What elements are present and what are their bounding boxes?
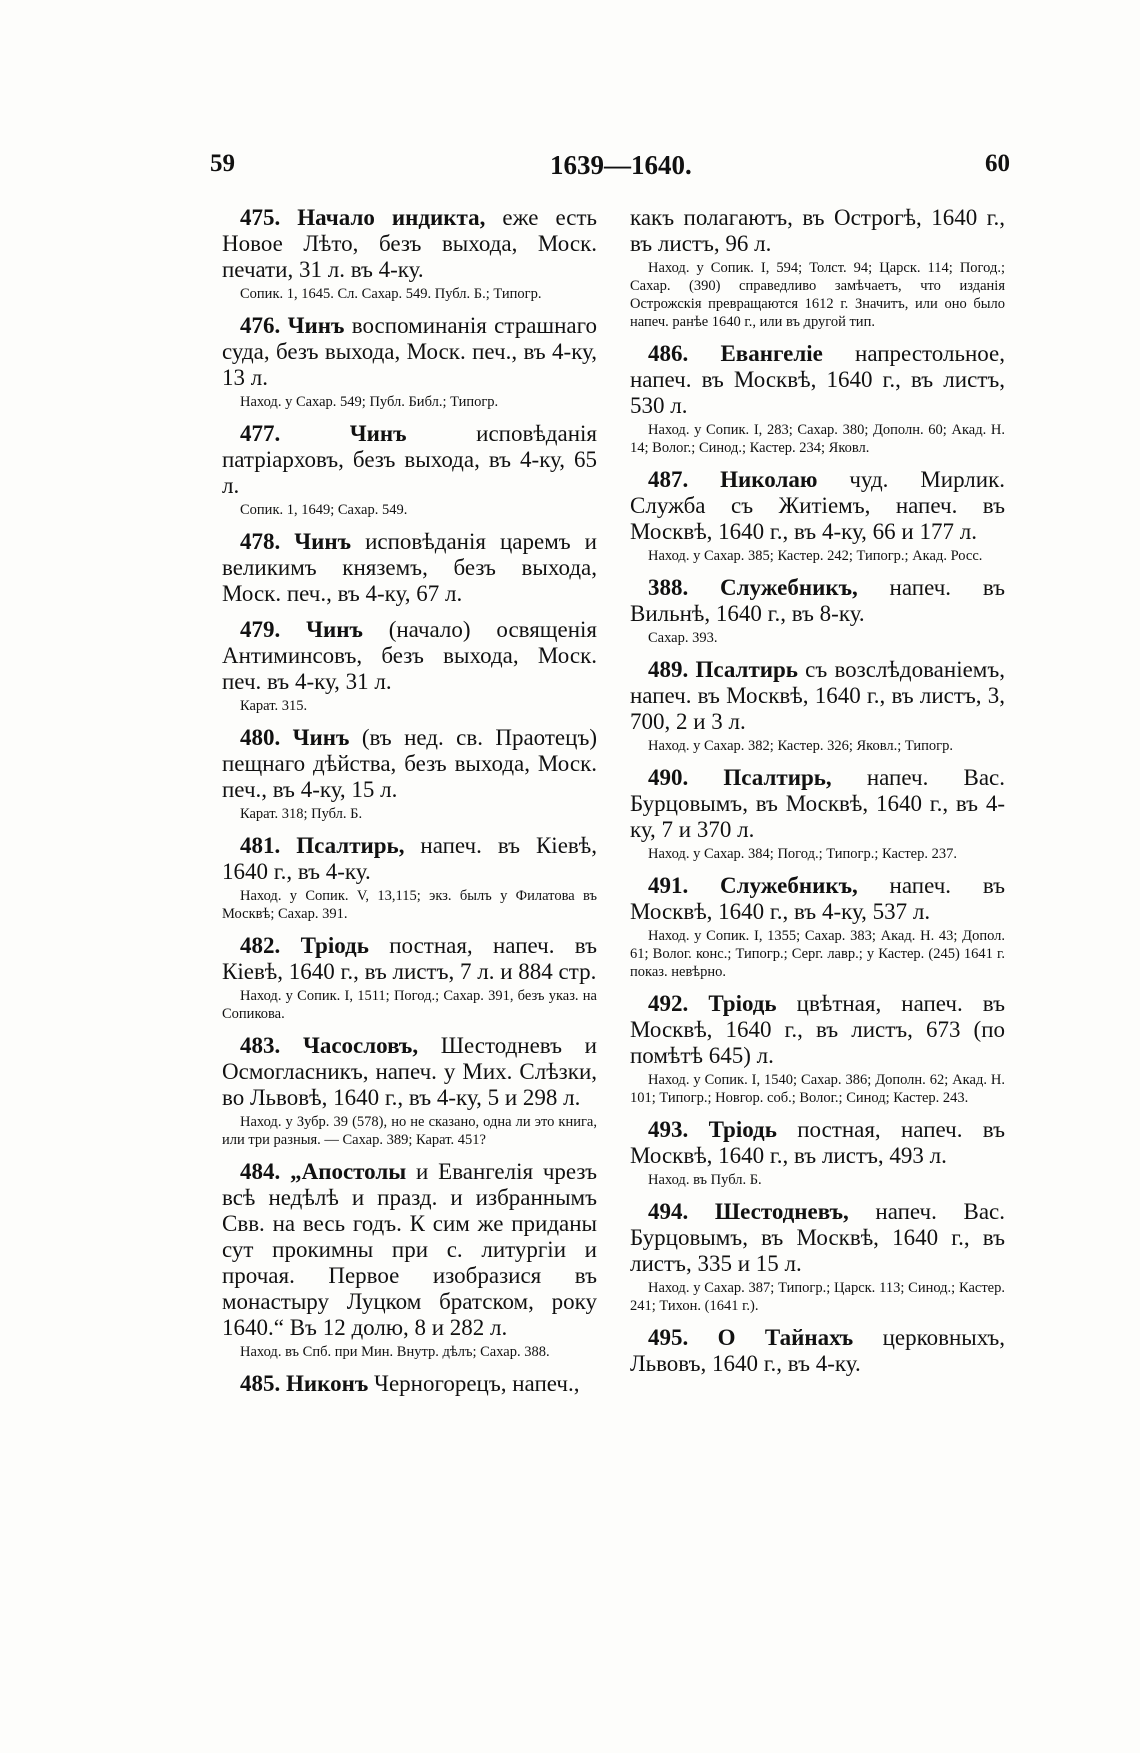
entry-title: Чинъ [306,617,363,642]
left-column [222,205,597,1407]
entry-title: Служебникъ, [720,575,858,600]
entry-description: напрестольное, напеч. въ Москвѣ, 1640 г., въ листъ, 530 л. [630,341,1005,418]
bibliography-entry [630,1117,1005,1189]
entry-note: Сопик. 1, 1645. Сл. Сахар. 549. Публ. Б.; Типогр. [240,286,542,302]
running-title-years: 1639—1640. [550,150,692,180]
entry-number: 388. [648,575,689,600]
entry-number: 495. [648,1325,689,1350]
entry-text [630,657,1005,735]
bibliography-entry [630,467,1005,565]
entry-number: 480. [240,725,281,750]
entry-text [630,341,1005,419]
entry-text [222,1159,597,1341]
entry-title: Часословъ, [302,1033,419,1058]
entry-description: и Евангелія чрезъ всѣ недѣлѣ и празд. и избраннымъ Свв. на весь годъ. К сим же приданы сут прокимны при с. литургіи и прочая. Первое изобразися въ монастыру Луцком братском, року 1640.“ Въ 12 долю, 8 и 282 л. [222,1159,598,1340]
entry-description: постная, напеч. въ Кіевѣ, 1640 г., въ листъ, 7 л. и 884 стр. [222,933,597,984]
entry-title: Начало индикта, [297,205,486,230]
entry-description: (въ нед. св. Праотецъ) пещнаго дѣйства, безъ выхода, Моск. печ., въ 4-ку, 15 л. [222,725,598,802]
entry-description: Шестодневъ и Осмогласникъ, напеч. у Мих. Слѣзки, во Львовѣ, 1640 г., въ 4-ку, 5 и 298 л. [222,1033,597,1110]
entry-text [222,1371,597,1397]
bibliography-entry [630,657,1005,755]
entry-number: 481. [240,833,281,858]
entry-title: Никонъ [286,1371,369,1396]
page-number-right: 60 [985,150,1010,177]
bibliography-entry [222,725,597,823]
entry-description: напеч. въ Вильнѣ, 1640 г., въ 8-ку. [630,575,1006,626]
bibliography-entry [630,575,1005,647]
entry-number: 484. [240,1159,281,1184]
entry-note: Наход. въ Публ. Б. [648,1172,762,1188]
entry-number: 492. [648,991,689,1016]
entry-title: Чинъ [287,313,345,338]
page-header [210,150,1010,190]
entry-note: Наход. у Сопик. V, 13,115; экз. былъ у Филатова въ Москвѣ; Сахар. 391. [222,888,597,922]
entry-title: Тріодь [300,933,369,958]
right-column [630,205,1005,1387]
entry-text [222,1033,597,1111]
entry-text [222,205,597,283]
entry-text [222,725,597,803]
bibliography-entry [630,1325,1005,1377]
entry-description: напеч. въ Кіевѣ, 1640 г., въ 4-ку. [222,833,597,884]
entry-description: церковныхъ, Львовъ, 1640 г., въ 4-ку. [630,1325,1005,1376]
entry-text [222,833,597,885]
entry-title: Псалтирь, [723,765,832,790]
entry-description: напеч. въ Москвѣ, 1640 г., въ 4-ку, 537 л. [630,873,1006,924]
entry-description: исповѣданія патріарховъ, безъ выхода, въ 4-ку, 65 л. [222,421,597,498]
entry-title: Евангеліе [720,341,823,366]
bibliography-entry [222,617,597,715]
entry-description: какъ полагаютъ, въ Острогѣ, 1640 г., въ листъ, 96 л. [630,205,1005,256]
entry-title: Чинъ [294,529,352,554]
entry-description: воспоминанія страшнаго суда, безъ выхода, Моск. печ., въ 4-ку, 13 л. [222,313,598,390]
bibliography-entry [222,421,597,519]
entry-note: Наход. у Сопик. I, 283; Сахар. 380; Дополн. 60; Акад. Н. 14; Волог.; Синод.; Кастер. 234; Яковл. [630,422,1005,456]
entry-title: Николаю [720,467,818,492]
entry-title: Служебникъ, [720,873,858,898]
entry-note: Сопик. 1, 1649; Сахар. 549. [240,502,408,518]
entry-number: 482. [240,933,281,958]
entry-number: 475. [240,205,281,230]
entry-description: постная, напеч. въ Москвѣ, 1640 г., въ листъ, 493 л. [630,1117,1005,1168]
entry-number: 483. [240,1033,281,1058]
entry-number: 490. [648,765,689,790]
bibliography-entry [222,833,597,923]
entry-note: Наход. у Сопик. I, 594; Толст. 94; Царск. 114; Погод.; Сахар. (390) справедливо замѣчаетъ, что изданія Острожскія превращаются 1612 г. Значитъ, или оно было напеч. ранѣе 1640 г., или въ другой тип. [630,260,1005,330]
bibliography-entry [630,765,1005,863]
entry-title: Тріодь [708,991,777,1016]
entry-description: исповѣданія царемъ и великимъ княземъ, безъ выхода, Моск. печ., въ 4-ку, 67 л. [222,529,597,606]
entry-note: Наход. у Сахар. 384; Погод.; Типогр.; Кастер. 237. [648,846,957,862]
entry-text [222,933,597,985]
entry-text [630,991,1005,1069]
entry-title: Тріодь [708,1117,777,1142]
entry-title: Псалтирь, [296,833,405,858]
entry-text [630,873,1005,925]
bibliography-entry [222,1159,597,1361]
entry-title: Псалтирь [695,657,798,682]
bibliography-entry [222,529,597,607]
entry-description: цвѣтная, напеч. въ Москвѣ, 1640 г., въ листъ, 673 (по помѣтѣ 645) л. [630,991,1005,1068]
entry-description: напеч. Вас. Бурцовымъ, въ Москвѣ, 1640 г., въ 4-ку, 7 и 370 л. [630,765,1005,842]
entry-number: 494. [648,1199,689,1224]
entry-number: 489. [648,657,689,682]
bibliography-entry [630,341,1005,457]
entry-text [222,313,597,391]
bibliography-entry [222,313,597,411]
entry-number: 487. [648,467,689,492]
bibliography-entry [630,873,1005,981]
entry-text [222,529,597,607]
entry-note: Наход. у Сопик. I, 1355; Сахар. 383; Акад. Н. 43; Допол. 61; Волог. конс.; Типогр.; Серг. лавр.; у Кастер. (245) 1641 г. показ. невѣрно. [630,928,1005,980]
page-number-left: 59 [210,150,235,177]
entry-number: 486. [648,341,689,366]
entry-text [630,1199,1005,1277]
entry-text [630,205,1005,257]
entry-note: Карат. 318; Публ. Б. [240,806,363,822]
entry-note: Наход. у Сопик. I, 1540; Сахар. 386; Дополн. 62; Акад. Н. 101; Типогр.; Новгор. соб.; Волог.; Синод; Кастер. 243. [630,1072,1005,1106]
entry-title: Чинъ [292,725,350,750]
entry-description: Черногорецъ, напеч., [368,1371,580,1396]
entry-note: Наход. у Сахар. 387; Типогр.; Царск. 113; Синод.; Кастер. 241; Тихон. (1641 г.). [630,1280,1005,1314]
entry-description: еже есть Новое Лѣто, безъ выхода, Моск. печати, 31 л. въ 4-ку. [222,205,597,282]
entry-number: 476. [240,313,281,338]
bibliography-entry [630,991,1005,1107]
entry-number: 485. [240,1371,281,1396]
entry-description: (начало) освященія Антиминсовъ, безъ выхода, Моск. печ. въ 4-ку, 31 л. [222,617,598,694]
entry-text [630,1117,1005,1169]
entry-description: чуд. Мирлик. Служба съ Житіемъ, напеч. въ Москвѣ, 1640 г., въ 4-ку, 66 и 177 л. [630,467,1005,544]
entry-number: 491. [648,873,689,898]
bibliography-entry [222,1371,597,1397]
entry-text [630,575,1005,627]
entry-title: „Апостолы [290,1159,407,1184]
entry-note: Наход. у Сахар. 385; Кастер. 242; Типогр.; Акад. Росс. [648,548,983,564]
entry-number: 477. [240,421,281,446]
entry-title: Чинъ [349,421,407,446]
entry-note: Наход. у Сахар. 549; Публ. Библ.; Типогр. [240,394,499,410]
entry-title: О Тайнахъ [717,1325,854,1350]
entry-text [630,1325,1005,1377]
entry-title: Шестодневъ, [714,1199,849,1224]
bibliography-entry [222,205,597,303]
entry-text [630,467,1005,545]
entry-number: 478. [240,529,281,554]
entry-note: Наход. у Зубр. 39 (578), но не сказано, одна ли это книга, или три разныя. — Сахар. 389; Карат. 451? [222,1114,597,1148]
entry-text [222,617,597,695]
bibliography-entry [222,1033,597,1149]
bibliography-entry [222,933,597,1023]
entry-note: Сахар. 393. [648,630,718,646]
bibliography-entry [630,1199,1005,1315]
entry-text [222,421,597,499]
bibliography-entry [630,205,1005,331]
entry-note: Наход. у Сахар. 382; Кастер. 326; Яковл.; Типогр. [648,738,953,754]
entry-description: напеч. Вас. Бурцовымъ, въ Москвѣ, 1640 г., въ листъ, 335 и 15 л. [630,1199,1005,1276]
entry-note: Карат. 315. [240,698,308,714]
entry-text [630,765,1005,843]
entry-number: 479. [240,617,281,642]
entry-note: Наход. въ Спб. при Мин. Внутр. дѣлъ; Сахар. 388. [240,1344,550,1360]
entry-number: 493. [648,1117,689,1142]
entry-description: съ возслѣдованіемъ, напеч. въ Москвѣ, 1640 г., въ листъ, 3, 700, 2 и 3 л. [630,657,1005,734]
entry-note: Наход. у Сопик. I, 1511; Погод.; Сахар. 391, безъ указ. на Сопикова. [222,988,597,1022]
